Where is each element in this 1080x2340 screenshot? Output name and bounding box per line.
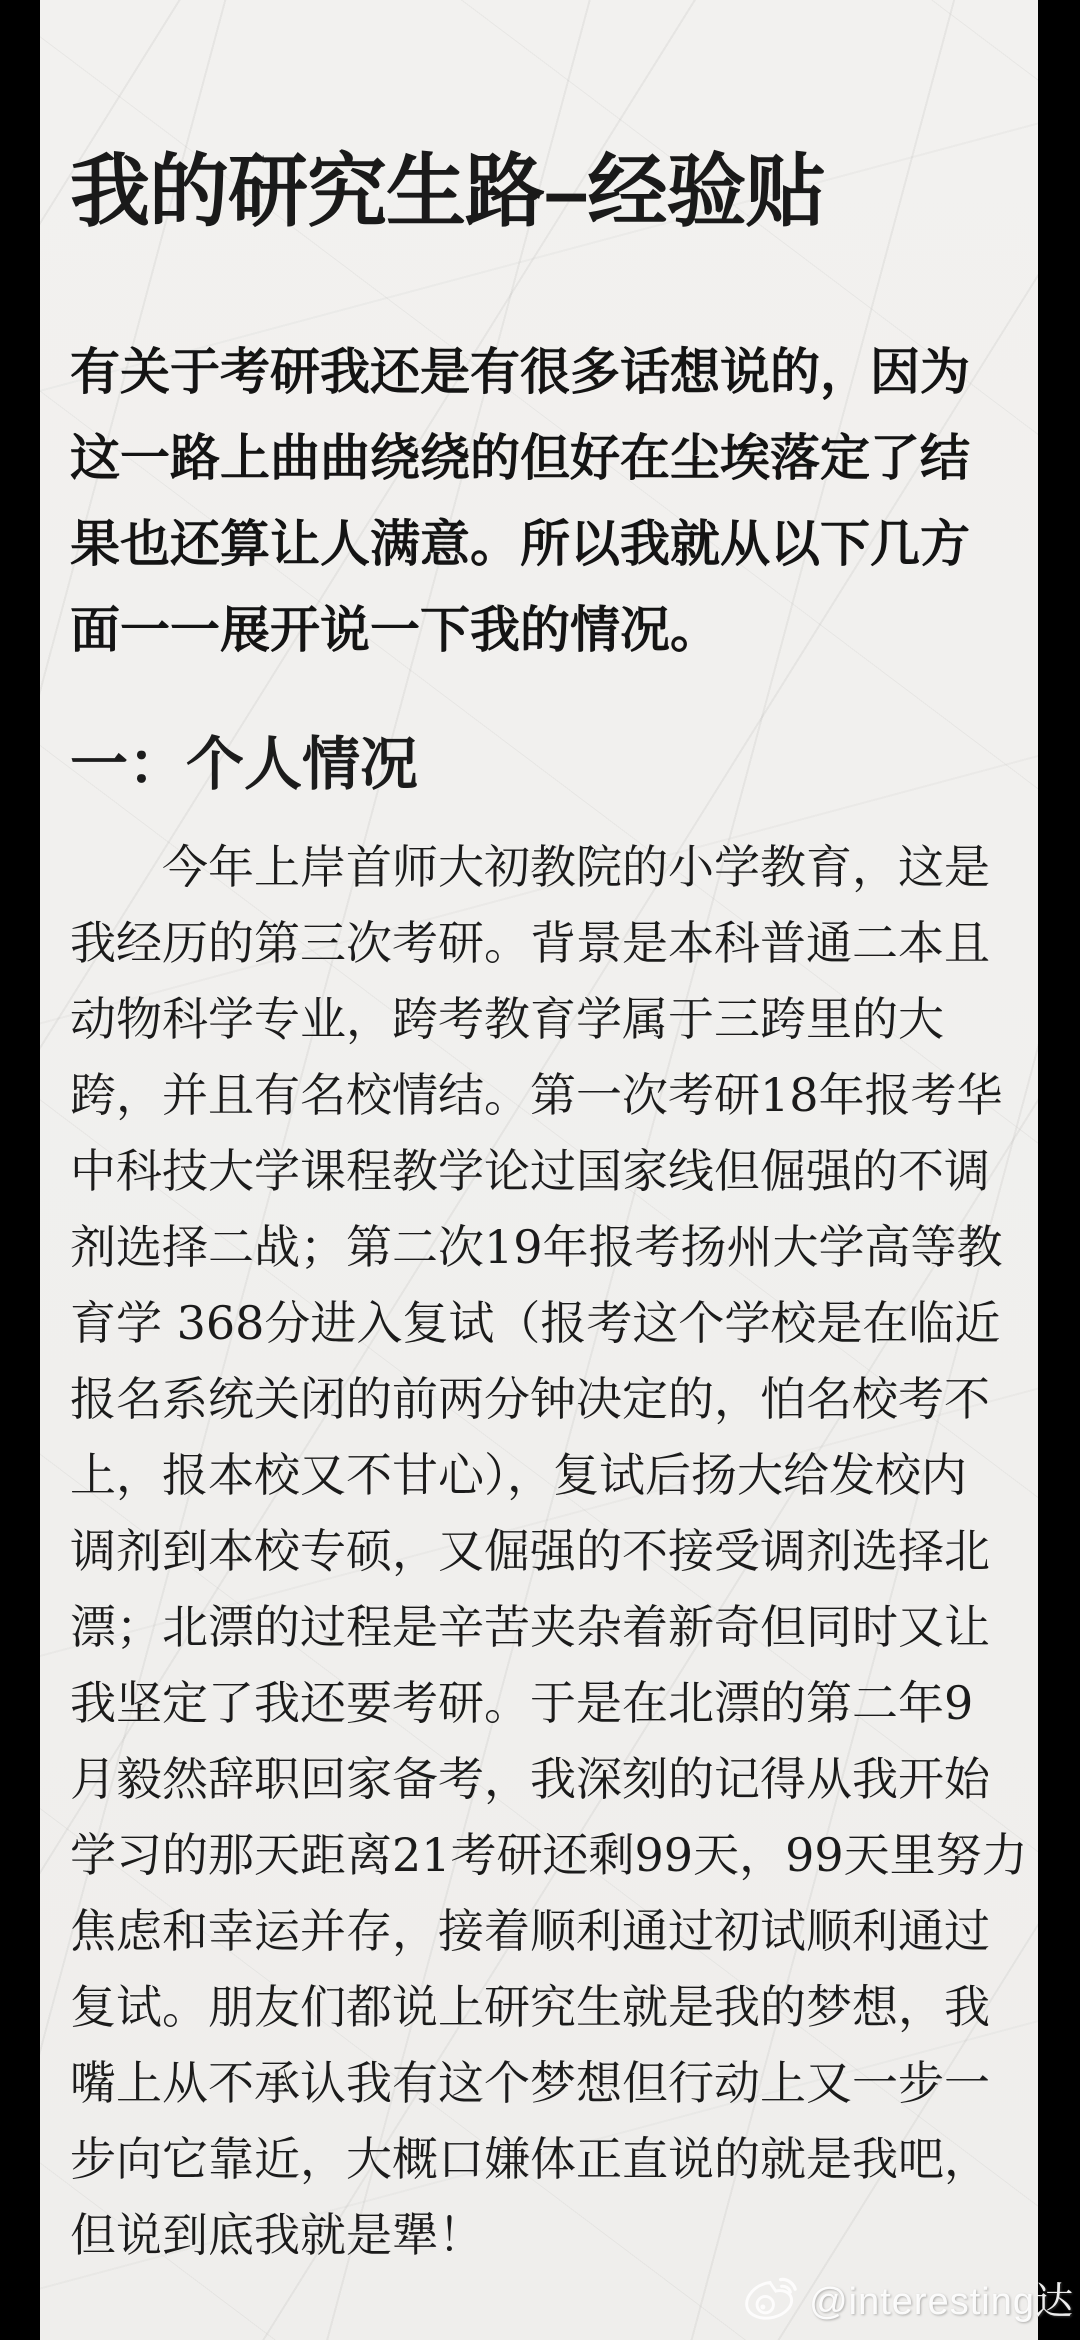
text-line: 漂；北漂的过程是辛苦夹杂着新奇但同时又让 [70, 1600, 990, 1654]
watermark [741, 2268, 1074, 2326]
text-line: 我经历的第三次考研。背景是本科普通二本且 [70, 916, 990, 970]
text-line: 复试。朋友们都说上研究生就是我的梦想，我 [70, 1980, 990, 2034]
text-line: 步向它靠近，大概口嫌体正直说的就是我吧， [70, 2132, 990, 2186]
body-paragraph [70, 829, 1028, 2273]
text-line: 上，报本校又不甘心），复试后扬大给发校内 [70, 1448, 967, 1502]
text-line: 学习的那天距离21考研还剩99天，99天里努力 [70, 1828, 1028, 1882]
text-line: 月毅然辞职回家备考，我深刻的记得从我开始 [70, 1752, 990, 1806]
text-line: 调剂到本校专硕，又倔强的不接受调剂选择北 [70, 1524, 990, 1578]
text-line: 跨，并且有名校情结。第一次考研18年报考华 [70, 1068, 1003, 1122]
text-line: 果也还算让人满意。所以我就从以下几方 [70, 514, 970, 573]
section-heading: 一：个人情况 [70, 732, 419, 797]
page-title: 我的研究生路–经验贴 [70, 147, 825, 236]
text-line: 剂选择二战；第二次19年报考扬州大学高等教 [70, 1220, 1003, 1274]
text-line: 焦虑和幸运并存，接着顺利通过初试顺利通过 [70, 1904, 990, 1958]
text-line: 动物科学专业，跨考教育学属于三跨里的大 [70, 992, 944, 1046]
text-line: 但说到底我就是犟！ [70, 2208, 484, 2262]
text-line: 报名系统关闭的前两分钟决定的，怕名校考不 [70, 1372, 990, 1426]
text-line: 育学 368分进入复试（报考这个学校是在临近 [70, 1296, 1001, 1350]
text-line: 我坚定了我还要考研。于是在北漂的第二年9 [70, 1676, 974, 1730]
text-line: 嘴上从不承认我有这个梦想但行动上又一步一 [70, 2056, 990, 2110]
letterbox-right [1038, 0, 1080, 2340]
text-line: 中科技大学课程教学论过国家线但倔强的不调 [70, 1144, 990, 1198]
text-line: 有关于考研我还是有很多话想说的，因为 [70, 342, 970, 401]
weibo-logo-icon [741, 2268, 803, 2326]
letterbox-left [0, 0, 40, 2340]
watermark-handle: @interesting达 [809, 2280, 1074, 2323]
text-line: 面一一展开说一下我的情况。 [70, 600, 720, 659]
intro-paragraph [70, 329, 1008, 673]
text-line: 这一路上曲曲绕绕的但好在尘埃落定了结 [70, 428, 970, 487]
text-line: 今年上岸首师大初教院的小学教育，这是 [162, 840, 990, 894]
note-paper [40, 0, 1038, 2340]
